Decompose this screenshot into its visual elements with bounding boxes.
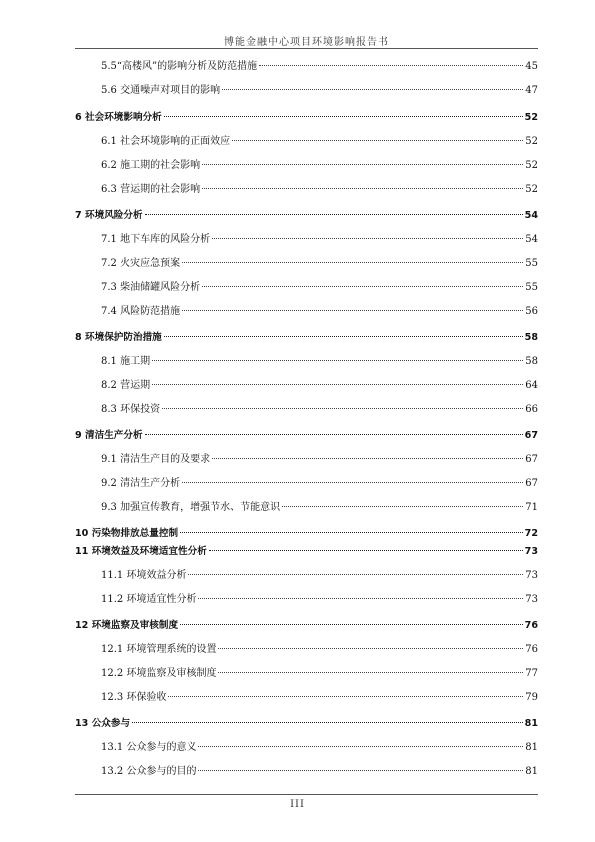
dot-leader — [145, 424, 523, 435]
toc-entry-page: 55 — [525, 282, 538, 293]
dot-leader — [218, 638, 523, 649]
dot-leader — [232, 130, 523, 141]
toc-entry-page: 55 — [525, 258, 538, 269]
toc-entry-title: 6.3 营运期的社会影响 — [101, 184, 201, 195]
dot-leader — [202, 178, 523, 189]
toc-entry-title: 10 污染物排放总量控制 — [75, 528, 179, 539]
dot-leader — [212, 448, 523, 459]
dot-leader — [164, 326, 523, 337]
toc-entry-page: 67 — [525, 478, 538, 489]
toc-entry-title: 12.1 环境管理系统的设置 — [101, 644, 217, 655]
toc-entry-page: 58 — [524, 332, 538, 343]
toc-entry-title: 7.4 风险防范措施 — [101, 306, 181, 317]
toc-entry-title: 7.2 火灾应急预案 — [101, 258, 181, 269]
dot-leader — [202, 276, 523, 287]
toc-entry-page: 77 — [525, 668, 538, 679]
toc-entry-page: 47 — [525, 85, 538, 96]
toc-entry-page: 73 — [524, 546, 538, 557]
toc-entry-page: 76 — [524, 620, 538, 631]
toc-entry-page: 72 — [524, 528, 538, 539]
toc-entry-page: 73 — [525, 594, 538, 605]
toc-entry-title: 9.1 清洁生产目的及要求 — [101, 454, 211, 465]
toc-entry-title: 11.1 环境效益分析 — [101, 570, 187, 581]
toc-entry-page: 81 — [525, 766, 538, 777]
toc-section-entry[interactable] — [101, 401, 538, 417]
toc-entry-title: 9.3 加强宣传教育，增强节水、节能意识 — [101, 502, 281, 513]
toc-entry-title: 13 公众参与 — [75, 718, 131, 729]
dot-leader — [168, 686, 523, 697]
toc-section-entry[interactable] — [101, 377, 538, 393]
dot-leader — [132, 712, 523, 723]
dot-leader — [182, 472, 523, 483]
toc-entry-page: 67 — [524, 430, 538, 441]
dot-leader — [182, 252, 523, 263]
toc-section-entry[interactable] — [101, 641, 538, 657]
toc-entry-title: 6 社会环境影响分析 — [75, 112, 162, 123]
toc-entry-title: 7.3 柴油储罐风险分析 — [101, 282, 201, 293]
dot-leader — [212, 228, 523, 239]
dot-leader — [198, 588, 523, 599]
toc-chapter-entry[interactable] — [75, 109, 538, 125]
toc-entry-title: 9 清洁生产分析 — [75, 430, 143, 441]
toc-chapter-entry[interactable] — [75, 543, 538, 559]
toc-entry-page: 52 — [525, 184, 538, 195]
toc-entry-title: 8.3 环保投资 — [101, 404, 161, 415]
dot-leader — [152, 350, 523, 361]
toc-entry-title: 13.2 公众参与的目的 — [101, 766, 197, 777]
header-divider — [75, 48, 538, 49]
toc-chapter-entry[interactable] — [75, 329, 538, 345]
toc-section-entry[interactable] — [101, 353, 538, 369]
dot-leader — [182, 300, 523, 311]
toc-entry-page: 58 — [525, 356, 538, 367]
dot-leader — [180, 614, 523, 625]
toc-entry-page: 76 — [525, 644, 538, 655]
dot-leader — [222, 79, 523, 90]
toc-entry-page: 56 — [525, 306, 538, 317]
toc-section-entry[interactable] — [101, 181, 538, 197]
toc-entry-title: 6.1 社会环境影响的正面效应 — [101, 136, 231, 147]
toc-entry-title: 6.2 施工期的社会影响 — [101, 160, 201, 171]
dot-leader — [162, 398, 523, 409]
toc-section-entry[interactable] — [101, 763, 538, 779]
dot-leader — [202, 154, 523, 165]
toc-section-entry[interactable] — [101, 451, 538, 467]
toc-entry-page: 81 — [525, 742, 538, 753]
toc-section-entry[interactable] — [101, 303, 538, 319]
dot-leader — [282, 496, 523, 507]
toc-entry-page: 54 — [525, 234, 538, 245]
toc-entry-title: 12.3 环保验收 — [101, 692, 167, 703]
dot-leader — [218, 662, 523, 673]
toc-section-entry[interactable] — [101, 255, 538, 271]
toc-section-entry[interactable] — [101, 591, 538, 607]
toc-entry-page: 45 — [525, 61, 538, 72]
dot-leader — [188, 564, 523, 575]
dot-leader — [259, 55, 523, 66]
toc-chapter-entry[interactable] — [75, 427, 538, 443]
toc-entry-title: 7.1 地下车库的风险分析 — [101, 234, 211, 245]
footer-divider — [75, 794, 538, 795]
dot-leader — [145, 204, 523, 215]
toc-entry-page: 64 — [525, 380, 538, 391]
toc-entry-page: 54 — [524, 210, 538, 221]
dot-leader — [209, 540, 523, 551]
toc-section-entry[interactable] — [101, 133, 538, 149]
toc-entry-title: 8.1 施工期 — [101, 356, 151, 367]
toc-section-entry[interactable] — [101, 82, 538, 98]
dot-leader — [164, 106, 523, 117]
toc-entry-title: 13.1 公众参与的意义 — [101, 742, 197, 753]
toc-chapter-entry[interactable] — [75, 715, 538, 731]
toc-section-entry[interactable] — [101, 475, 538, 491]
dot-leader — [198, 760, 523, 771]
toc-section-entry[interactable] — [101, 689, 538, 705]
toc-entry-page: 73 — [525, 570, 538, 581]
toc-entry-page: 71 — [525, 502, 538, 513]
toc-entry-title: 12.2 环境监察及审核制度 — [101, 668, 217, 679]
toc-section-entry[interactable] — [101, 739, 538, 755]
toc-entry-title: 5.5“高楼风”的影响分析及防范措施 — [101, 61, 258, 72]
toc-entry-title: 9.2 清洁生产分析 — [101, 478, 181, 489]
toc-section-entry[interactable] — [101, 231, 538, 247]
toc-entry-page: 66 — [525, 404, 538, 415]
toc-entry-title: 8.2 营运期 — [101, 380, 151, 391]
toc-section-entry[interactable] — [101, 58, 538, 74]
toc-entry-title: 5.6 交通噪声对项目的影响 — [101, 85, 221, 96]
toc-entry-page: 67 — [525, 454, 538, 465]
toc-entry-page: 52 — [524, 112, 538, 123]
toc-section-entry[interactable] — [101, 665, 538, 681]
toc-section-entry[interactable] — [101, 157, 538, 173]
dot-leader — [198, 736, 523, 747]
toc-section-entry[interactable] — [101, 499, 538, 515]
toc-entry-title: 7 环境风险分析 — [75, 210, 143, 221]
toc-chapter-entry[interactable] — [75, 207, 538, 223]
toc-section-entry[interactable] — [101, 567, 538, 583]
toc-chapter-entry[interactable] — [75, 525, 538, 541]
toc-entry-title: 8 环境保护防治措施 — [75, 332, 162, 343]
toc-entry-page: 52 — [525, 136, 538, 147]
page-number: III — [290, 799, 305, 810]
dot-leader — [180, 522, 523, 533]
toc-entry-title: 11.2 环境适宜性分析 — [101, 594, 197, 605]
toc-entry-page: 81 — [524, 718, 538, 729]
running-header: 博能金融中心项目环境影响报告书 — [224, 37, 389, 48]
toc-entry-page: 52 — [525, 160, 538, 171]
toc-chapter-entry[interactable] — [75, 617, 538, 633]
toc-entry-title: 12 环境监察及审核制度 — [75, 620, 179, 631]
toc-entry-page: 79 — [525, 692, 538, 703]
toc-section-entry[interactable] — [101, 279, 538, 295]
toc-entry-title: 11 环境效益及环境适宜性分析 — [75, 546, 207, 557]
dot-leader — [152, 374, 523, 385]
